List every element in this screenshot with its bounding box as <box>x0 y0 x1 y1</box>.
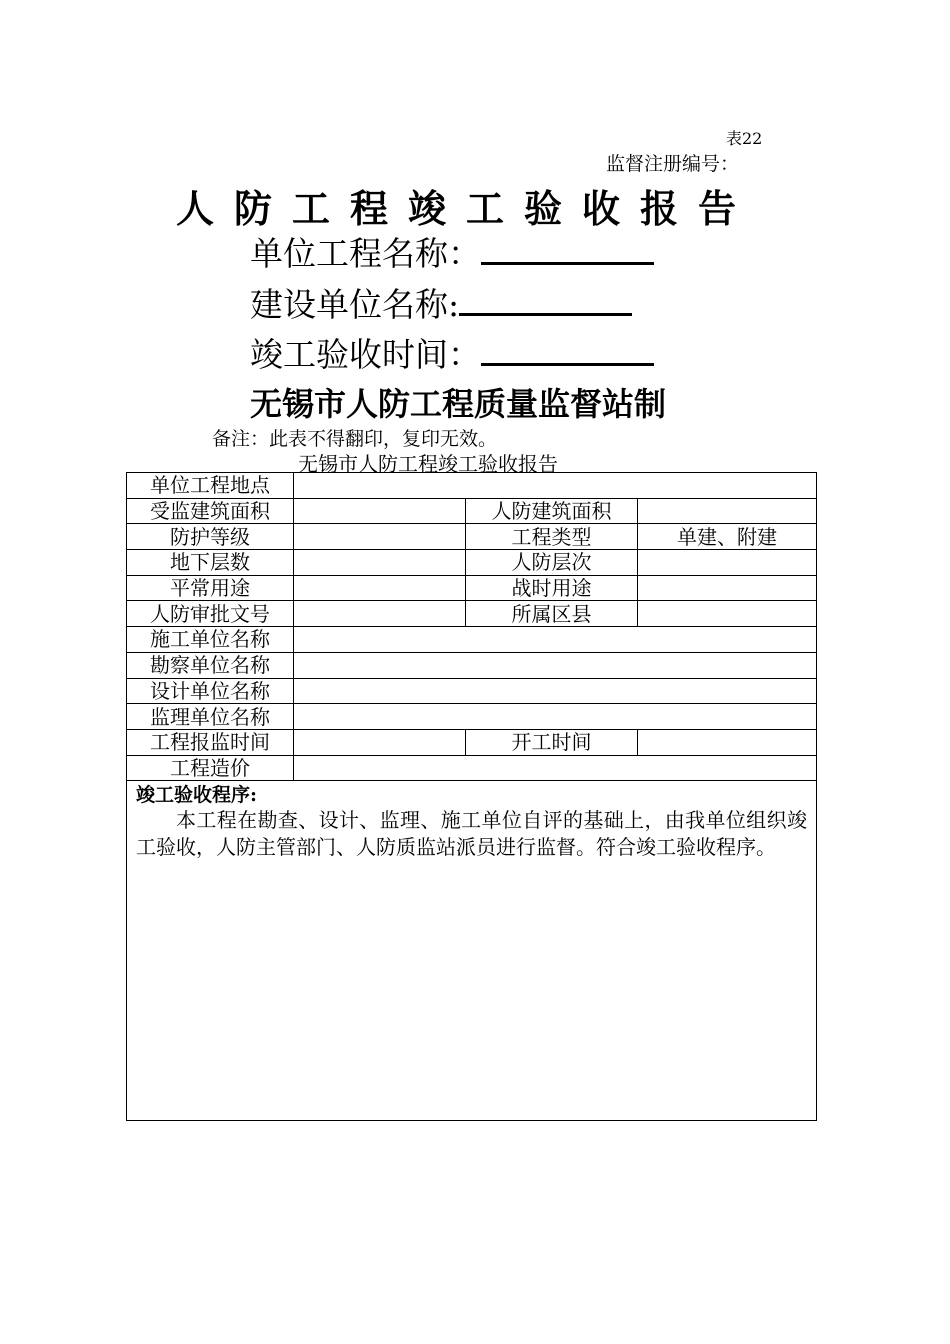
label-cell: 所属区县 <box>466 601 638 627</box>
table-title: 无锡市人防工程竣工验收报告 <box>298 452 558 476</box>
remark-note: 备注：此表不得翻印，复印无效。 <box>212 428 498 450</box>
label-cell: 施工单位名称 <box>127 627 294 653</box>
label-cell: 人防层次 <box>466 550 638 576</box>
value-cell[interactable] <box>294 524 466 550</box>
label-cell: 设计单位名称 <box>127 678 294 704</box>
field-unit-project-name <box>250 228 654 275</box>
value-cell[interactable] <box>638 550 817 576</box>
table-row <box>127 781 817 1121</box>
label-cell: 监理单位名称 <box>127 704 294 730</box>
value-cell[interactable] <box>294 627 817 653</box>
label-cell: 防护等级 <box>127 524 294 550</box>
value-cell[interactable] <box>294 473 817 499</box>
table-row <box>127 575 817 601</box>
label-cell: 地下层数 <box>127 550 294 576</box>
value-cell[interactable]: 单建、附建 <box>638 524 817 550</box>
table-row <box>127 729 817 755</box>
value-cell[interactable] <box>638 601 817 627</box>
field-label: 竣工验收时间： <box>250 335 481 374</box>
registration-number-label: 监督注册编号： <box>606 153 740 175</box>
page-title: 人防工程竣工验收报告 <box>176 186 757 231</box>
table-row <box>127 678 817 704</box>
label-cell: 工程类型 <box>466 524 638 550</box>
value-cell[interactable] <box>294 755 817 781</box>
value-cell[interactable] <box>294 601 466 627</box>
table-row <box>127 627 817 653</box>
field-blank-line[interactable] <box>459 283 632 316</box>
issuing-organization: 无锡市人防工程质量监督站制 <box>250 385 667 423</box>
field-label: 单位工程名称： <box>250 234 481 273</box>
label-cell: 单位工程地点 <box>127 473 294 499</box>
value-cell[interactable] <box>294 550 466 576</box>
procedure-cell[interactable] <box>127 781 817 1121</box>
table-row <box>127 524 817 550</box>
table-row <box>127 755 817 781</box>
field-blank-line[interactable] <box>481 232 654 265</box>
value-cell[interactable] <box>294 704 817 730</box>
value-cell[interactable] <box>294 498 466 524</box>
value-cell[interactable] <box>294 575 466 601</box>
table-row <box>127 498 817 524</box>
value-cell[interactable] <box>638 575 817 601</box>
label-cell: 工程造价 <box>127 755 294 781</box>
value-cell[interactable] <box>638 498 817 524</box>
table-row <box>127 601 817 627</box>
field-label: 建设单位名称: <box>250 285 460 324</box>
label-cell: 人防审批文号 <box>127 601 294 627</box>
value-cell[interactable] <box>294 678 817 704</box>
value-cell[interactable] <box>294 652 817 678</box>
procedure-text: 本工程在勘查、设计、监理、施工单位自评的基础上，由我单位组织竣工验收，人防主管部门、人防质监站派员进行监督。符合竣工验收程序。 <box>136 808 808 860</box>
field-construction-unit-name <box>250 279 632 326</box>
value-cell[interactable] <box>294 729 466 755</box>
label-cell: 开工时间 <box>466 729 638 755</box>
field-completion-acceptance-time <box>250 329 654 376</box>
label-cell: 工程报监时间 <box>127 729 294 755</box>
label-cell: 平常用途 <box>127 575 294 601</box>
table-row <box>127 550 817 576</box>
label-cell: 受监建筑面积 <box>127 498 294 524</box>
label-cell: 战时用途 <box>466 575 638 601</box>
label-cell: 人防建筑面积 <box>466 498 638 524</box>
table-number: 表22 <box>726 129 763 148</box>
field-blank-line[interactable] <box>481 333 654 366</box>
table-row <box>127 652 817 678</box>
procedure-title: 竣工验收程序: <box>136 784 258 807</box>
table-row <box>127 473 817 499</box>
acceptance-report-table <box>126 472 817 1121</box>
label-cell: 勘察单位名称 <box>127 652 294 678</box>
table-row <box>127 704 817 730</box>
value-cell[interactable] <box>638 729 817 755</box>
